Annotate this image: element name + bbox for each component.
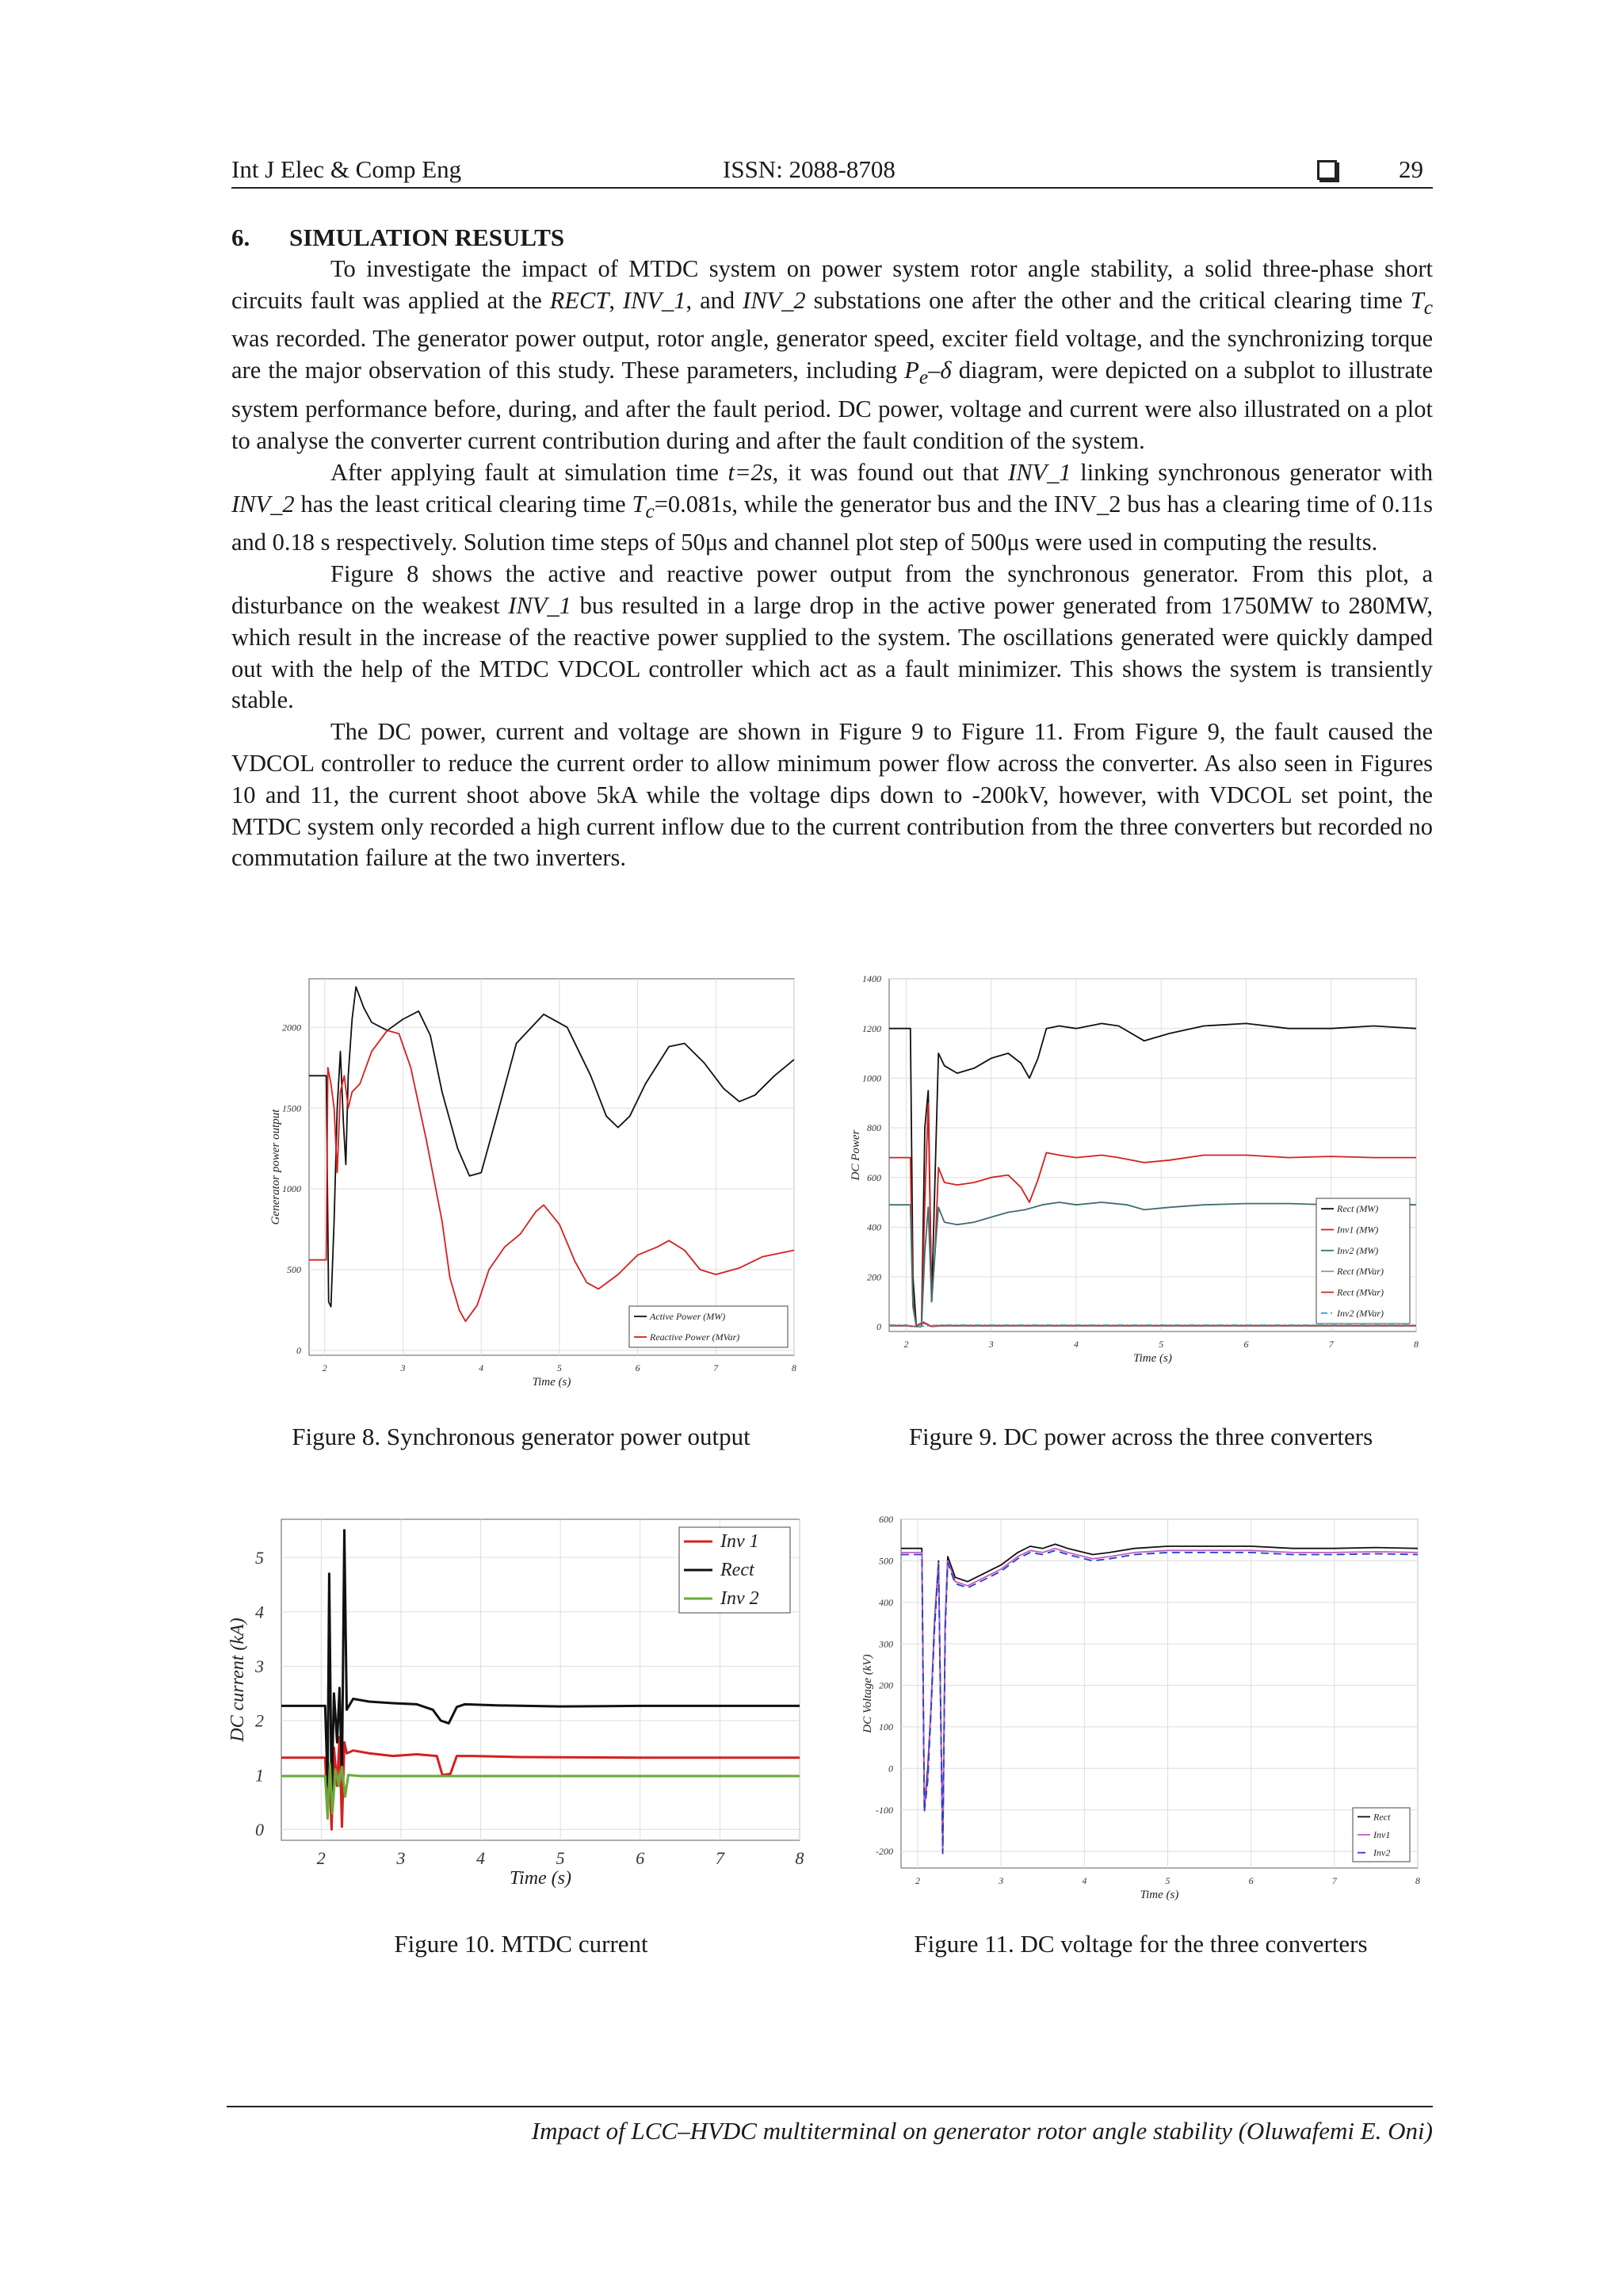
x-tick-label: 3 <box>999 1875 1004 1886</box>
y-tick-label: 500 <box>287 1264 301 1276</box>
x-tick-label: 6 <box>1243 1339 1249 1350</box>
y-axis-label: Generator power output <box>269 1109 282 1225</box>
legend-label: Inv1 <box>1373 1829 1391 1840</box>
paragraph-3: Figure 8 shows the active and reactive power output from the synchronous generator. From this plot, a disturbance on the weakest INV_1 bus resulted in a large drop in the active power generated from 1750MW to 280MW, which result in the increase of the reactive power supplied to the system. The oscillations generated were quickly damped out with the help of the MTDC VDCOL controller which act as a fault minimizer. This shows the system is transiently stable. <box>231 560 1433 714</box>
y-tick-label: 400 <box>879 1596 893 1608</box>
legend-label: Inv2 (MW) <box>1337 1244 1379 1256</box>
y-tick-label: 1000 <box>862 1072 881 1084</box>
x-tick-label: 2 <box>915 1875 921 1886</box>
x-tick-label: 6 <box>1248 1875 1254 1886</box>
legend-label: Rect <box>1373 1811 1391 1823</box>
figure-11-caption: Figure 11. DC voltage for the three converters <box>914 1930 1368 1958</box>
x-tick-label: 8 <box>1414 1339 1419 1350</box>
plot-area <box>901 1519 1418 1868</box>
x-tick-label: 6 <box>636 1848 645 1868</box>
x-tick-label: 4 <box>476 1848 486 1868</box>
figure-10 <box>227 1510 812 1898</box>
x-tick-label: 4 <box>1082 1875 1087 1886</box>
legend-label: Rect <box>720 1560 754 1580</box>
legend-label: Inv 2 <box>720 1588 759 1609</box>
paragraph-2: After applying fault at simulation time t=2s, it was found out that INV_1 linking synchronous generator with INV_2 has the least critical clearing time $T_c=0.081s$, while the generator bus and the INV_2 bus has a clearing time of 0.11s and 0.18 s respectively. Solution time steps of 50μs and channel plot step of 500μs were used in computing the results. <box>231 458 1433 556</box>
figure-9-chart <box>850 971 1432 1399</box>
x-tick-label: 3 <box>396 1848 406 1868</box>
x-tick-label: 8 <box>795 1848 804 1868</box>
x-tick-label: 3 <box>988 1339 994 1350</box>
figure-9 <box>850 971 1432 1399</box>
x-tick-label: 5 <box>556 1848 565 1868</box>
figure-10-chart <box>227 1510 812 1898</box>
legend-label: Inv2 <box>1373 1847 1391 1859</box>
y-tick-label: 2 <box>255 1710 264 1731</box>
x-axis-label: Time (s) <box>1133 1352 1172 1365</box>
square-icon <box>1317 160 1337 180</box>
x-axis-label: Time (s) <box>532 1376 571 1389</box>
running-footer: Impact of LCC–HVDC multiterminal on generator rotor angle stability (Oluwafemi E. Oni) <box>227 2106 1433 2145</box>
x-tick-label: 5 <box>1165 1875 1170 1886</box>
y-tick-label: 0 <box>876 1320 881 1332</box>
figure-9-caption: Figure 9. DC power across the three converters <box>908 1423 1373 1450</box>
plot-area <box>309 979 794 1355</box>
x-tick-label: 4 <box>479 1362 484 1373</box>
y-axis-label: DC current (kA) <box>227 1618 248 1742</box>
x-tick-label: 2 <box>322 1362 327 1373</box>
x-tick-label: 7 <box>1331 1875 1337 1886</box>
y-tick-label: 0 <box>296 1345 301 1357</box>
figure-11 <box>850 1510 1432 1901</box>
paragraph-1: To investigate the impact of MTDC system on power system rotor angle stability, a solid three-phase short circuits fault was applied at the RECT, INV_1, and INV_2 substations one after the other and the critical clearing time $T_c$ was recorded. The generator power output, rotor angle, generator speed, exciter field voltage, and the synchronizing torque are the major observation of this study. These parameters, including $P_e-\delta$ diagram, were depicted on a subplot to illustrate system performance before, during, and after the fault period. DC power, voltage and current were also illustrated on a plot to analyse the converter current contribution during and after the fault condition of the system. <box>231 254 1433 454</box>
x-tick-label: 7 <box>1328 1339 1334 1350</box>
y-tick-label: 5 <box>255 1547 264 1568</box>
y-tick-label: -100 <box>876 1804 893 1816</box>
section-number: 6. <box>231 223 250 251</box>
section-heading <box>231 222 1433 254</box>
figure-8-caption: Figure 8. Synchronous generator power output <box>292 1423 750 1450</box>
y-tick-label: 1500 <box>282 1102 301 1114</box>
running-header <box>231 155 1433 189</box>
y-tick-label: 0 <box>888 1763 893 1775</box>
x-tick-label: 2 <box>903 1339 909 1350</box>
x-tick-label: 6 <box>635 1362 640 1373</box>
y-tick-label: 3 <box>255 1656 264 1677</box>
y-tick-label: 1 <box>255 1765 264 1786</box>
y-tick-label: 800 <box>867 1122 881 1134</box>
figure-11-chart <box>850 1510 1432 1901</box>
x-tick-label: 8 <box>1415 1875 1420 1886</box>
figure-8 <box>230 971 812 1399</box>
y-tick-label: 2000 <box>282 1022 301 1033</box>
x-axis-label: Time (s) <box>1140 1889 1179 1901</box>
y-tick-label: 0 <box>255 1819 264 1839</box>
x-tick-label: 5 <box>556 1362 562 1373</box>
page-number: 29 <box>1399 155 1423 183</box>
issn: ISSN: 2088-8708 <box>723 155 896 183</box>
y-tick-label: 1000 <box>282 1183 301 1195</box>
y-tick-label: 300 <box>879 1638 893 1650</box>
y-axis-label: DC Power <box>850 1129 862 1181</box>
x-tick-label: 3 <box>400 1362 406 1373</box>
legend-label: Rect (MVar) <box>1337 1266 1384 1278</box>
y-tick-label: 600 <box>879 1514 893 1526</box>
legend-label: Rect (MW) <box>1337 1203 1379 1215</box>
y-tick-label: 400 <box>867 1221 881 1233</box>
journal-name: Int J Elec & Comp Eng <box>231 155 462 183</box>
section-title: SIMULATION RESULTS <box>289 223 565 251</box>
x-tick-label: 4 <box>1073 1339 1079 1350</box>
legend-label: Rect (MVar) <box>1337 1286 1384 1298</box>
y-tick-label: 4 <box>255 1602 264 1622</box>
y-axis-label: DC Voltage (kV) <box>861 1654 874 1733</box>
paragraph-4: The DC power, current and voltage are shown in Figure 9 to Figure 11. From Figure 9, the fault caused the VDCOL controller to reduce the current order to allow minimum power flow across the converter. As also seen in Figures 10 and 11, the current shoot above 5kA while the voltage dips down to -200kV, however, with VDCOL set point, the MTDC system only recorded a high current inflow due to the current contribution from the three converters but recorded no commutation failure at the two inverters. <box>231 718 1433 872</box>
x-tick-label: 2 <box>316 1848 326 1868</box>
x-tick-label: 7 <box>715 1848 724 1868</box>
legend-label: Inv2 (MVar) <box>1337 1307 1384 1319</box>
y-tick-label: 200 <box>879 1679 893 1691</box>
legend-label: Active Power (MW) <box>650 1311 726 1322</box>
x-tick-label: 7 <box>713 1362 719 1373</box>
y-tick-label: 100 <box>879 1721 893 1733</box>
body-text <box>231 222 1433 874</box>
x-tick-label: 5 <box>1159 1339 1164 1350</box>
y-tick-label: -200 <box>876 1846 893 1858</box>
y-tick-label: 1400 <box>862 973 881 985</box>
x-tick-label: 8 <box>792 1362 796 1373</box>
y-tick-label: 600 <box>867 1171 881 1183</box>
x-axis-label: Time (s) <box>510 1868 571 1889</box>
y-tick-label: 500 <box>879 1555 893 1567</box>
figure-10-caption: Figure 10. MTDC current <box>394 1930 648 1958</box>
legend-label: Reactive Power (MVar) <box>650 1331 740 1343</box>
figure-8-chart <box>230 971 812 1399</box>
legend-label: Inv1 (MW) <box>1337 1224 1379 1236</box>
legend-label: Inv 1 <box>720 1531 759 1552</box>
y-tick-label: 1200 <box>862 1022 881 1034</box>
y-tick-label: 200 <box>867 1271 881 1283</box>
legend-box <box>1316 1198 1410 1324</box>
